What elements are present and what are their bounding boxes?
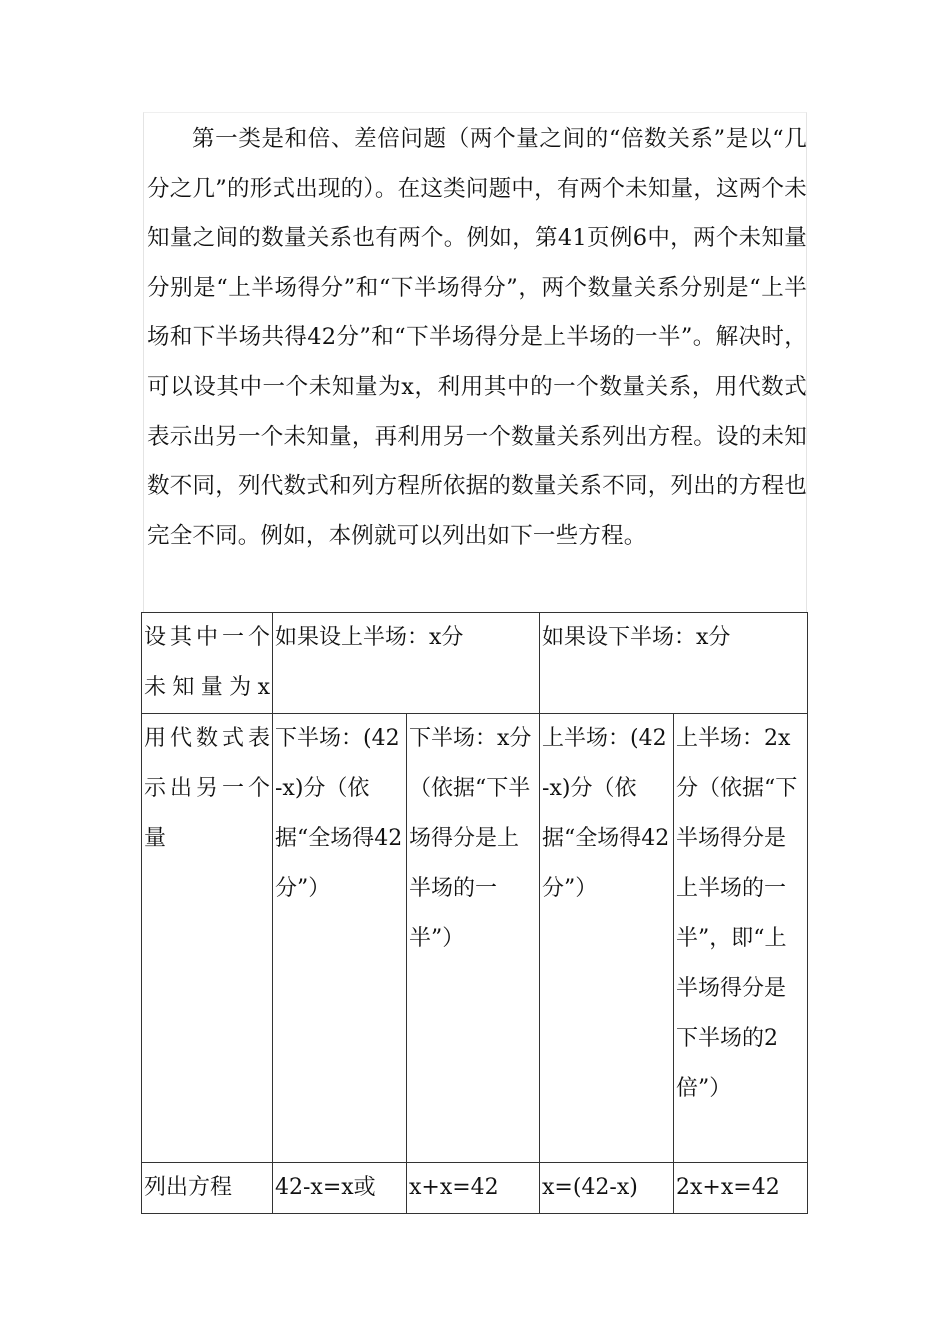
row-label-set-unknown: 设其中一个未知量为x xyxy=(142,613,273,714)
row-label-equation: 列出方程 xyxy=(142,1163,273,1214)
intro-text-box xyxy=(143,112,807,612)
row-label-expression: 用代数式表示出另一个量 xyxy=(142,714,273,1163)
equation-cell: 2x+x=42 xyxy=(674,1163,808,1214)
equation-cell: x=(42-x) xyxy=(540,1163,674,1214)
expression-cell: 下半场：(42-x)分（依据“全场得42分”） xyxy=(273,714,407,1163)
expression-cell: 上半场：2x分（依据“下半场得分是上半场的一半”，即“上半场得分是下半场的2倍”） xyxy=(674,714,808,1163)
table-row xyxy=(142,613,808,714)
expression-cell: 下半场：x分（依据“下半场得分是上半场的一半”） xyxy=(407,714,540,1163)
table-row xyxy=(142,714,808,1163)
equation-table xyxy=(141,612,808,1214)
equation-cell: 42-x=x或 xyxy=(273,1163,407,1214)
option-lower-half: 如果设下半场：x分 xyxy=(540,613,808,714)
table-row xyxy=(142,1163,808,1214)
option-upper-half: 如果设上半场：x分 xyxy=(273,613,540,714)
intro-paragraph: 第一类是和倍、差倍问题（两个量之间的“倍数关系”是以“几分之几”的形式出现的）。在这类问题中，有两个未知量，这两个未知量之间的数量关系也有两个。例如，第41页例6中，两个未知量分别是“上半场得分”和“下半场得分”，两个数量关系分别是“上半场和下半场共得42分”和“下半场得分是上半场的一半”。解决时，可以设其中一个未知量为x，利用其中的一个数量关系，用代数式表示出另一个未知量，再利用另一个数量关系列出方程。设的未知数不同，列代数式和列方程所依据的数量关系不同，列出的方程也完全不同。例如，本例就可以列出如下一些方程。 xyxy=(147,126,807,549)
equation-cell: x+x=42 xyxy=(407,1163,540,1214)
expression-cell: 上半场：(42-x)分（依据“全场得42分”） xyxy=(540,714,674,1163)
